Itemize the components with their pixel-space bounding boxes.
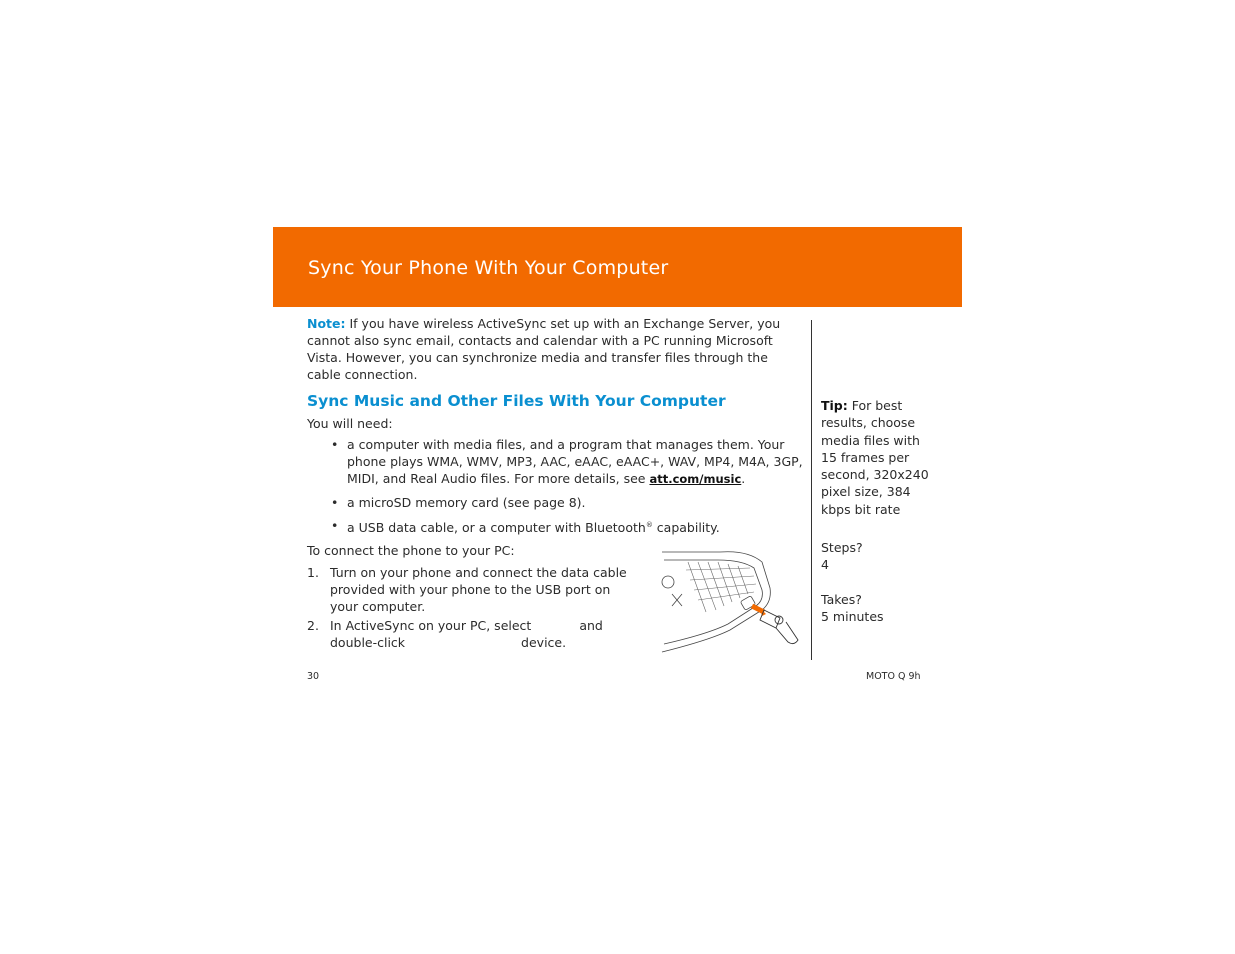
- step-number: 2.: [307, 618, 319, 634]
- list-item: [331, 517, 805, 536]
- list-item: [307, 564, 637, 615]
- list-item: [331, 494, 805, 511]
- steps-label: Steps?: [821, 540, 863, 556]
- step-text-a: In ActiveSync on your PC, select: [330, 618, 532, 634]
- note-label: Note:: [307, 316, 346, 331]
- step-text: Turn on your phone and connect the data cable provided with your phone to the USB port on your computer.: [330, 565, 627, 615]
- section-heading: Sync Music and Other Files With Your Computer: [307, 392, 726, 410]
- bullet-icon: •: [331, 495, 339, 510]
- bullet-text: a microSD memory card (see page 8).: [347, 495, 586, 510]
- connect-intro: To connect the phone to your PC:: [307, 543, 515, 559]
- note-text: If you have wireless ActiveSync set up with an Exchange Server, you cannot also sync email, contacts and calendar with a PC running Microsoft Vista. However, you can synchronize media and transfer files through the cable connection.: [307, 316, 781, 382]
- tip-label: Tip:: [821, 398, 848, 413]
- steps-value: 4: [821, 557, 829, 573]
- step-text-c: device.: [521, 635, 567, 651]
- registered-mark: ®: [645, 521, 653, 529]
- column-divider: [811, 320, 812, 660]
- bullet-text: a USB data cable, or a computer with Bluetooth: [347, 520, 646, 536]
- note-paragraph: [307, 315, 805, 383]
- needs-intro: You will need:: [307, 416, 393, 431]
- tip-text: For best results, choose media files with 15 frames per second, 320x240 pixel size, 384 kbps bit rate: [821, 398, 929, 517]
- header-band: [273, 227, 962, 307]
- bullet-text: a computer with media files, and a program that manages them. Your phone plays WMA, WMV, MP3, AAC, eAAC, eAAC+, WAV, MP4, M4A, 3GP, MIDI, and Real Audio files. For more details, see: [347, 437, 803, 486]
- page-number: 30: [307, 671, 320, 682]
- takes-label: Takes?: [821, 591, 862, 607]
- takes-value: 5 minutes: [821, 608, 884, 624]
- list-item: [331, 436, 805, 488]
- att-music-link[interactable]: att.com/music: [649, 472, 742, 486]
- requirements-list: [307, 436, 805, 536]
- bullet-end: .: [741, 471, 746, 486]
- step-number: 1.: [307, 565, 319, 581]
- phone-usb-cable-illustration: [658, 548, 806, 656]
- page-title: Sync Your Phone With Your Computer: [308, 257, 669, 279]
- sidebar: [821, 397, 931, 625]
- bullet-text-end: capability.: [652, 520, 720, 536]
- tip-paragraph: [821, 397, 931, 518]
- step-text-b: and double-click: [330, 618, 603, 651]
- bullet-icon: •: [331, 437, 339, 452]
- list-item: [307, 617, 637, 651]
- steps-list: [307, 564, 637, 651]
- bullet-icon: •: [331, 518, 339, 533]
- model-name: MOTO Q 9h: [866, 671, 921, 682]
